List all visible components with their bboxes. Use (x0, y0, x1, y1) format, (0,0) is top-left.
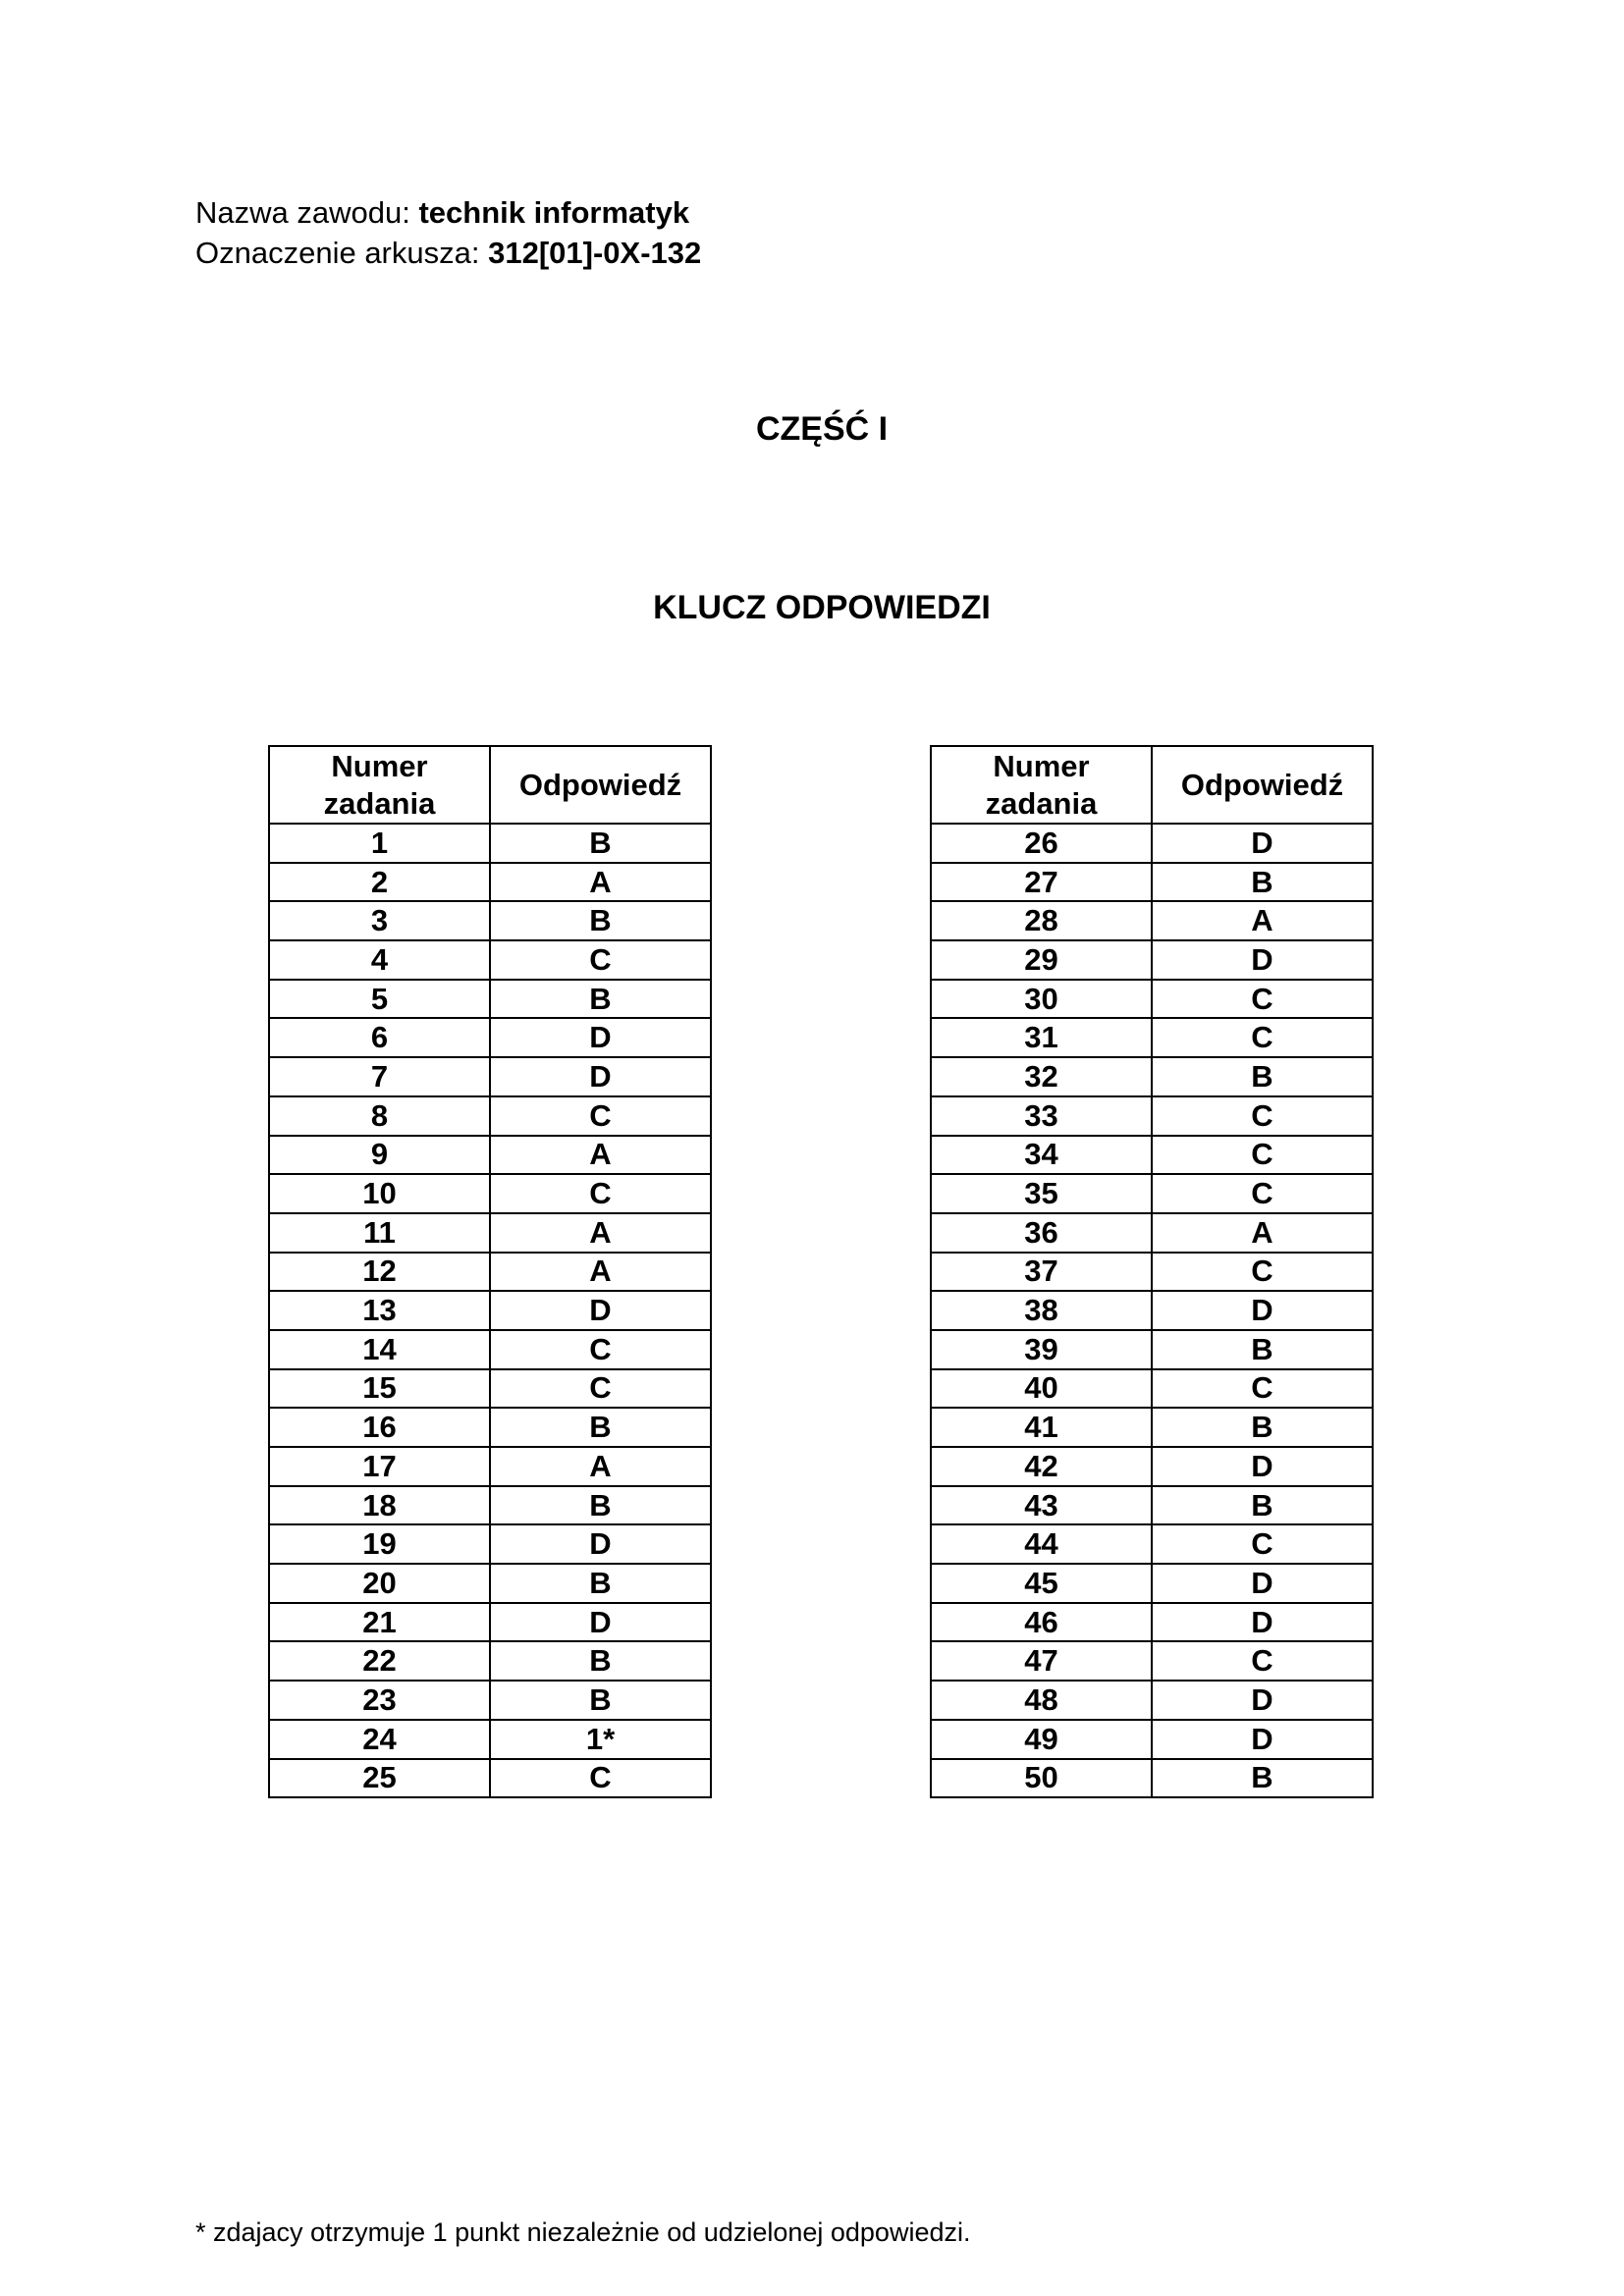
answer-cell: A (1152, 901, 1373, 940)
question-number-cell: 12 (269, 1253, 490, 1292)
table-row (269, 1369, 711, 1409)
profession-label: Nazwa zawodu: (195, 195, 410, 230)
question-number-cell: 17 (269, 1447, 490, 1486)
table-header-row (931, 746, 1373, 824)
question-number-cell: 4 (269, 940, 490, 980)
table-row (931, 1486, 1373, 1525)
question-number-cell: 16 (269, 1408, 490, 1447)
answer-cell: C (1152, 1524, 1373, 1564)
table-row (931, 1524, 1373, 1564)
answer-cell: D (490, 1291, 711, 1330)
table-row (931, 1759, 1373, 1798)
answer-cell: D (490, 1057, 711, 1096)
answer-cell: B (490, 1641, 711, 1681)
question-number-cell: 38 (931, 1291, 1152, 1330)
question-number-cell: 46 (931, 1603, 1152, 1642)
answer-table-right (930, 745, 1374, 1798)
question-number-cell: 28 (931, 901, 1152, 940)
question-number-cell: 33 (931, 1096, 1152, 1136)
profession-line (195, 192, 701, 233)
table-row (931, 1330, 1373, 1369)
answer-cell: D (1152, 1447, 1373, 1486)
answer-cell: A (490, 1253, 711, 1292)
profession-value: technik informatyk (418, 195, 690, 230)
question-number-cell: 21 (269, 1603, 490, 1642)
answer-cell: C (1152, 1253, 1373, 1292)
question-number-cell: 47 (931, 1641, 1152, 1681)
question-number-cell: 49 (931, 1720, 1152, 1759)
answer-cell: B (490, 901, 711, 940)
question-number-cell: 32 (931, 1057, 1152, 1096)
table-row (269, 940, 711, 980)
question-number-cell: 24 (269, 1720, 490, 1759)
column-header-number: Numer zadania (269, 746, 490, 824)
question-number-cell: 29 (931, 940, 1152, 980)
question-number-cell: 36 (931, 1213, 1152, 1253)
answer-cell: D (1152, 824, 1373, 863)
question-number-cell: 10 (269, 1174, 490, 1213)
answer-cell: B (490, 824, 711, 863)
question-number-cell: 25 (269, 1759, 490, 1798)
answer-cell: C (1152, 1018, 1373, 1057)
table-row (269, 1018, 711, 1057)
question-number-cell: 9 (269, 1136, 490, 1175)
table-row (269, 1291, 711, 1330)
answer-cell: C (1152, 1096, 1373, 1136)
answer-cell: C (490, 1759, 711, 1798)
answer-cell: A (490, 863, 711, 902)
question-number-cell: 11 (269, 1213, 490, 1253)
table-row (931, 824, 1373, 863)
table-row (931, 1369, 1373, 1409)
table-row (269, 1564, 711, 1603)
answer-cell: C (490, 1174, 711, 1213)
table-row (931, 940, 1373, 980)
column-header-number: Numer zadania (931, 746, 1152, 824)
question-number-cell: 42 (931, 1447, 1152, 1486)
table-row (269, 1447, 711, 1486)
answer-cell: C (490, 1096, 711, 1136)
answer-cell: A (490, 1447, 711, 1486)
answer-cell: D (490, 1603, 711, 1642)
question-number-cell: 41 (931, 1408, 1152, 1447)
question-number-cell: 44 (931, 1524, 1152, 1564)
table-row (269, 824, 711, 863)
answer-table-left (268, 745, 712, 1798)
table-row (269, 1681, 711, 1720)
table-row (269, 901, 711, 940)
table-row (269, 980, 711, 1019)
table-row (269, 1057, 711, 1096)
table-row (931, 1096, 1373, 1136)
answer-cell: C (1152, 1369, 1373, 1409)
table-row (269, 1213, 711, 1253)
answer-cell: D (1152, 1720, 1373, 1759)
part-title: CZĘŚĆ I (755, 410, 889, 448)
question-number-cell: 22 (269, 1641, 490, 1681)
answer-cell: B (1152, 1330, 1373, 1369)
table-row (931, 1408, 1373, 1447)
answer-cell: 1* (490, 1720, 711, 1759)
table-row (269, 1603, 711, 1642)
table-row (269, 1524, 711, 1564)
column-header-answer: Odpowiedź (490, 746, 711, 824)
sheet-value: 312[01]-0X-132 (488, 236, 702, 270)
document-header (195, 192, 701, 273)
question-number-cell: 6 (269, 1018, 490, 1057)
question-number-cell: 30 (931, 980, 1152, 1019)
answer-cell: D (1152, 940, 1373, 980)
answer-cell: B (490, 1486, 711, 1525)
answer-cell: C (1152, 1174, 1373, 1213)
answer-cell: B (490, 980, 711, 1019)
table-row (931, 1018, 1373, 1057)
table-row (931, 1641, 1373, 1681)
table-row (269, 1253, 711, 1292)
table-row (931, 1136, 1373, 1175)
answer-cell: D (1152, 1681, 1373, 1720)
table-header-row (269, 746, 711, 824)
question-number-cell: 2 (269, 863, 490, 902)
table-row (269, 1096, 711, 1136)
question-number-cell: 14 (269, 1330, 490, 1369)
table-row (931, 980, 1373, 1019)
table-row (931, 1681, 1373, 1720)
question-number-cell: 7 (269, 1057, 490, 1096)
table-row (931, 1291, 1373, 1330)
answer-cell: B (490, 1564, 711, 1603)
answer-cell: A (490, 1136, 711, 1175)
table-row (931, 1564, 1373, 1603)
table-row (931, 1253, 1373, 1292)
answer-cell: B (1152, 1486, 1373, 1525)
question-number-cell: 45 (931, 1564, 1152, 1603)
sheet-label: Oznaczenie arkusza: (195, 236, 480, 270)
table-row (269, 1486, 711, 1525)
question-number-cell: 8 (269, 1096, 490, 1136)
question-number-cell: 18 (269, 1486, 490, 1525)
question-number-cell: 23 (269, 1681, 490, 1720)
question-number-cell: 35 (931, 1174, 1152, 1213)
answer-cell: D (490, 1018, 711, 1057)
answer-cell: C (490, 1369, 711, 1409)
question-number-cell: 19 (269, 1524, 490, 1564)
table-row (269, 1136, 711, 1175)
question-number-cell: 39 (931, 1330, 1152, 1369)
table-row (269, 1408, 711, 1447)
question-number-cell: 50 (931, 1759, 1152, 1798)
question-number-cell: 27 (931, 863, 1152, 902)
table-row (269, 1759, 711, 1798)
table-row (931, 901, 1373, 940)
answer-cell: D (490, 1524, 711, 1564)
answer-cell: A (1152, 1213, 1373, 1253)
answer-cell: B (490, 1681, 711, 1720)
answer-cell: B (1152, 863, 1373, 902)
question-number-cell: 5 (269, 980, 490, 1019)
answer-cell: D (1152, 1291, 1373, 1330)
question-number-cell: 40 (931, 1369, 1152, 1409)
answer-cell: D (1152, 1603, 1373, 1642)
column-header-answer: Odpowiedź (1152, 746, 1373, 824)
answer-key-title: KLUCZ ODPOWIEDZI (653, 589, 991, 626)
table-row (931, 1603, 1373, 1642)
table-row (931, 1213, 1373, 1253)
footnote: * zdajacy otrzymuje 1 punkt niezależnie od udzielonej odpowiedzi. (195, 2217, 971, 2247)
question-number-cell: 34 (931, 1136, 1152, 1175)
question-number-cell: 37 (931, 1253, 1152, 1292)
question-number-cell: 13 (269, 1291, 490, 1330)
answer-cell: C (1152, 980, 1373, 1019)
answer-cell: B (1152, 1759, 1373, 1798)
question-number-cell: 43 (931, 1486, 1152, 1525)
question-number-cell: 3 (269, 901, 490, 940)
answer-cell: D (1152, 1564, 1373, 1603)
answer-cell: B (490, 1408, 711, 1447)
table-row (269, 1330, 711, 1369)
table-row (269, 1720, 711, 1759)
answer-cell: C (1152, 1136, 1373, 1175)
answer-cell: C (1152, 1641, 1373, 1681)
table-row (931, 1057, 1373, 1096)
question-number-cell: 20 (269, 1564, 490, 1603)
question-number-cell: 15 (269, 1369, 490, 1409)
table-row (931, 1174, 1373, 1213)
answer-cell: B (1152, 1408, 1373, 1447)
table-row (931, 1720, 1373, 1759)
question-number-cell: 48 (931, 1681, 1152, 1720)
sheet-line (195, 233, 701, 273)
answer-cell: B (1152, 1057, 1373, 1096)
table-row (269, 1174, 711, 1213)
answer-cell: C (490, 1330, 711, 1369)
question-number-cell: 1 (269, 824, 490, 863)
question-number-cell: 26 (931, 824, 1152, 863)
question-number-cell: 31 (931, 1018, 1152, 1057)
answer-cell: C (490, 940, 711, 980)
table-row (931, 863, 1373, 902)
answer-cell: A (490, 1213, 711, 1253)
table-row (269, 863, 711, 902)
table-row (931, 1447, 1373, 1486)
table-row (269, 1641, 711, 1681)
